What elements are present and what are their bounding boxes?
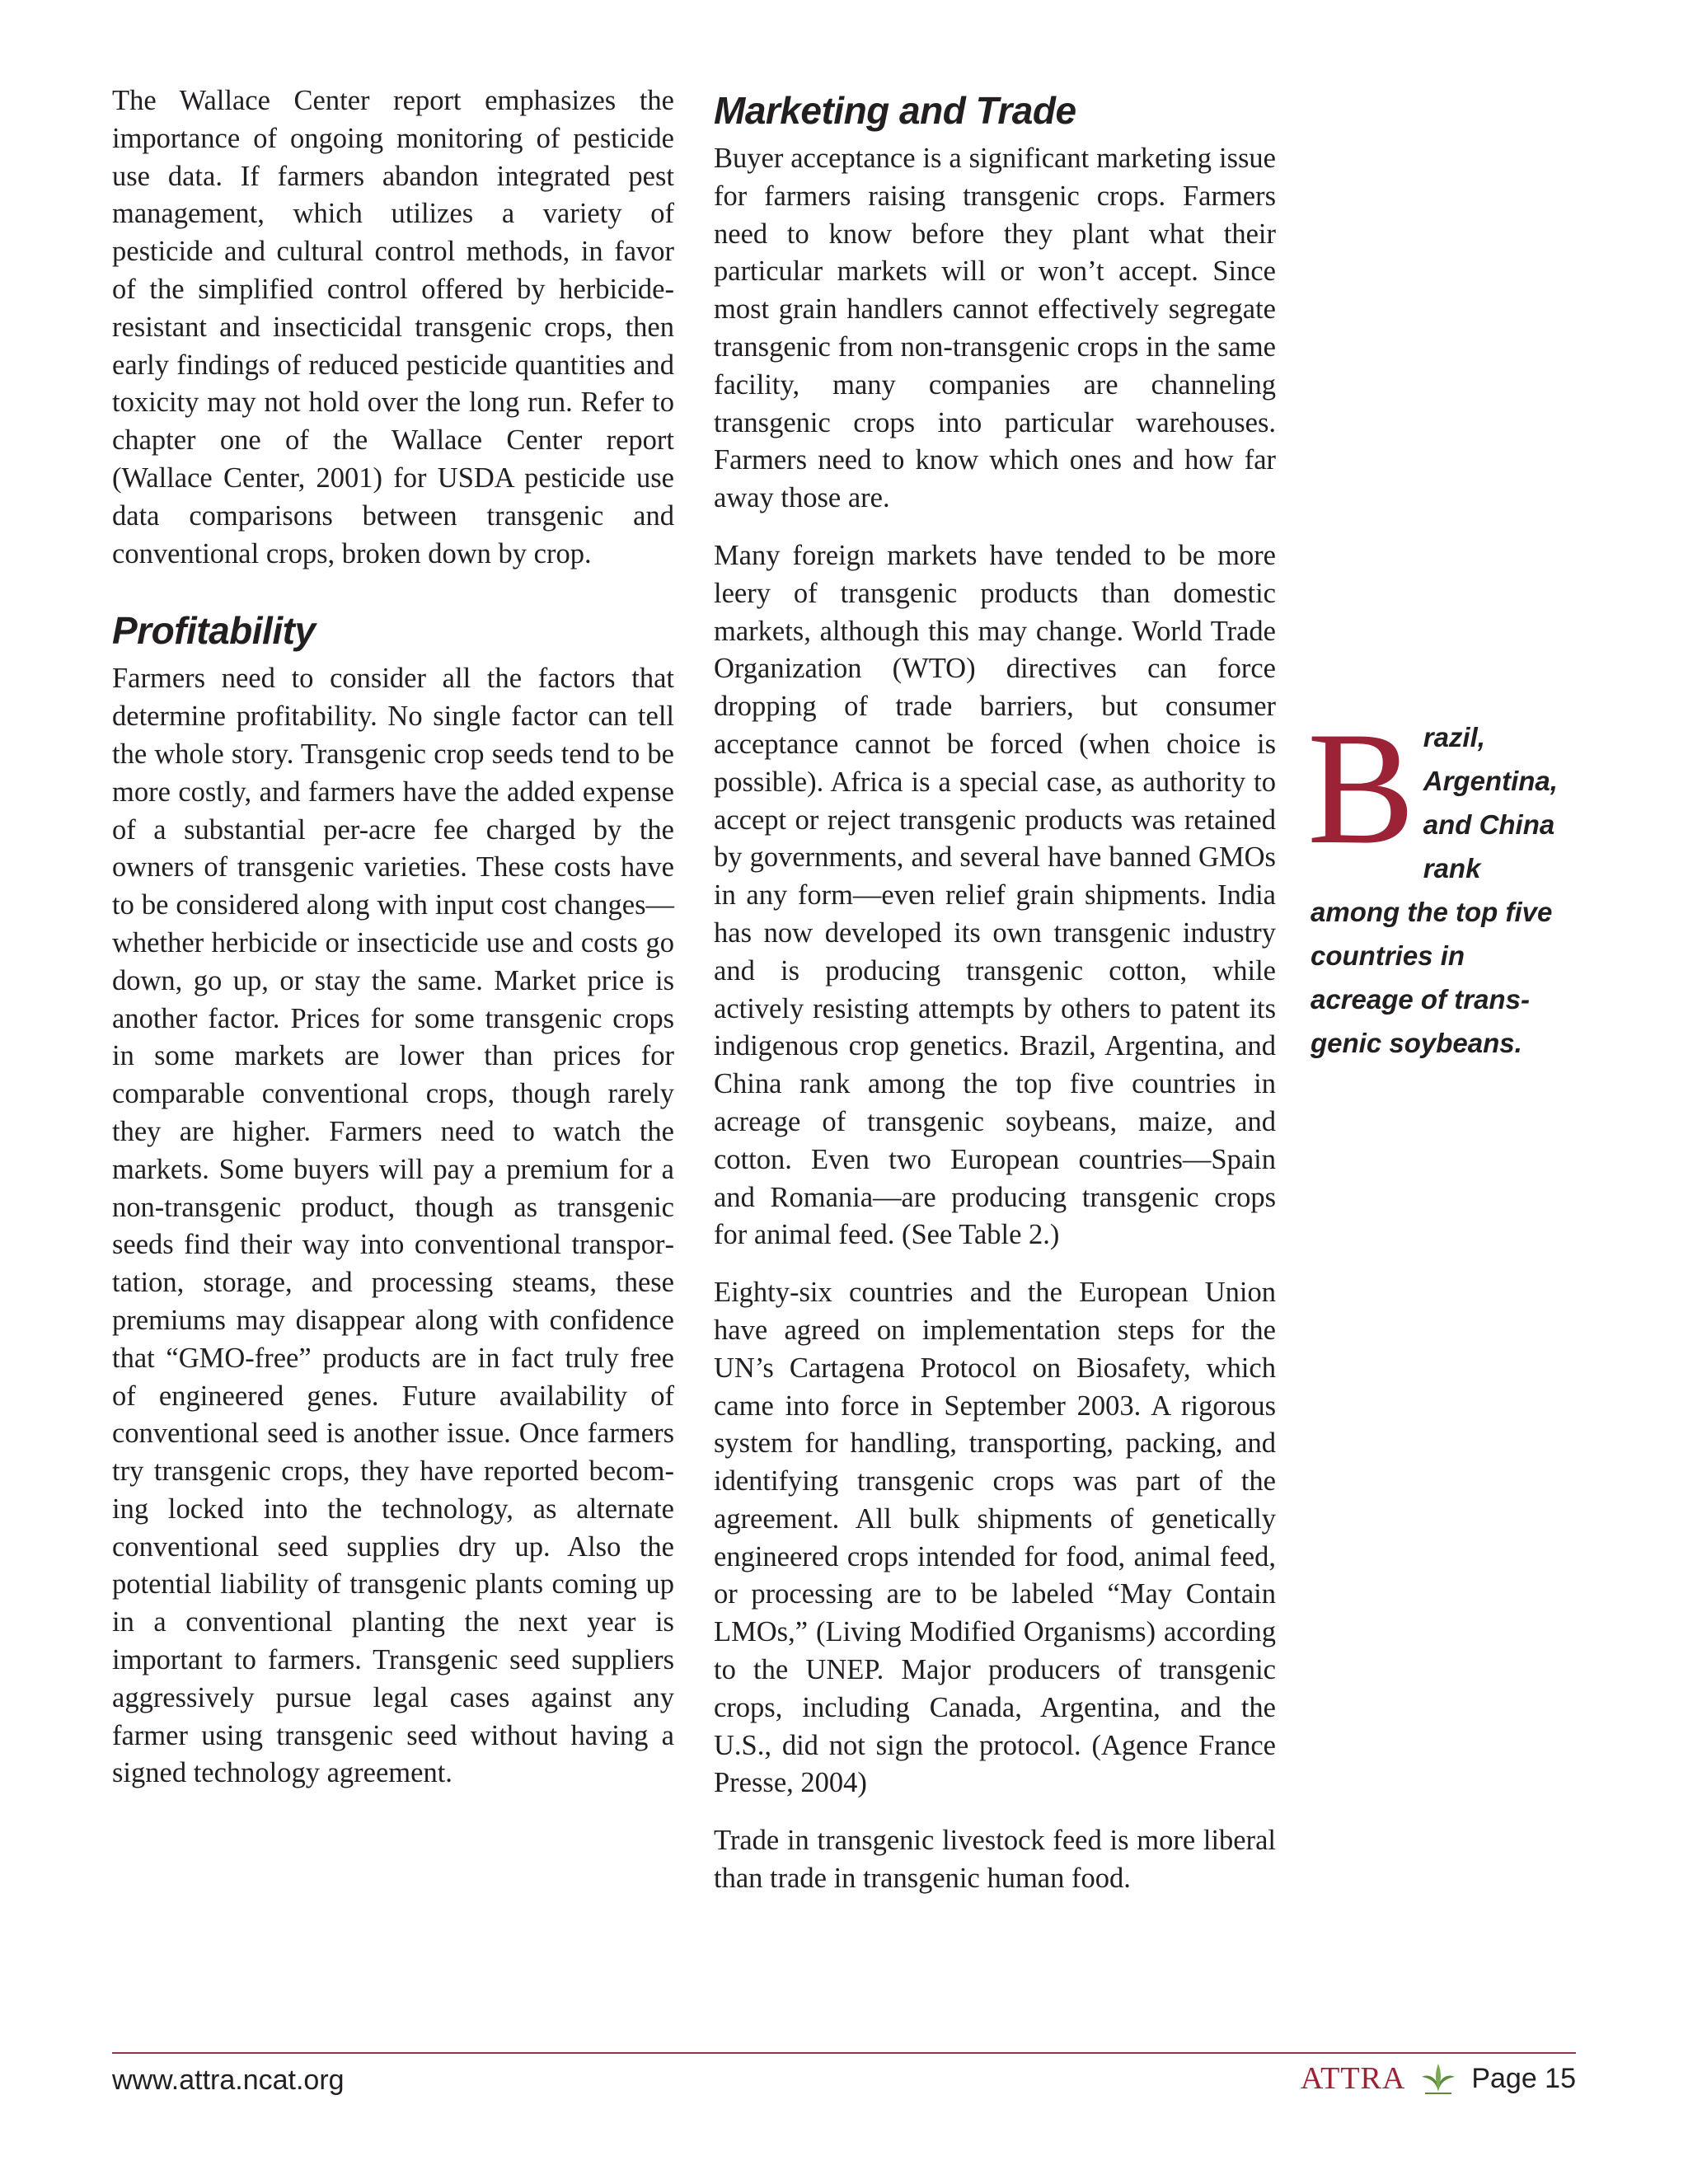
marketing-paragraph-2: Many foreign markets have tended to be more leery of transgenic products than domestic markets, although this may change. World Trade Organization (WTO) directives can force dropping of trade barriers, but consumer acceptance cannot be forced (when choice is possible). Africa is a special case, as authority to accept or reject transgenic products was retained by governments, and several have banned GMOs in any form—even relief grain shipments. India has now developed its own transgenic industry and is producing transgenic cotton, while actively resisting attempts by others to patent its indigenous crop genetics. Brazil, Argentina, and China rank among the top five countries in acreage of transgenic soybeans, maize, and cotton. Even two European countries—Spain and Romania—are producing transgenic crops for animal feed. (See Table 2.): [714, 539, 1276, 1251]
intro-paragraph: The Wallace Center report emphasizes the importance of ongoing monitoring of pesticide use data. If farmers abandon integrated pest management, which utilizes a variety of pesticide and cultural control methods, in favor of the simplified control offered by herbicide-resistant and insecticidal transgenic crops, then early findings of reduced pesticide quantities and toxicity may not hold over the long run. Refer to chapter one of the Wallace Center report (Wallace Center, 2001) for USDA pesticide use data comparisons between transgenic and conventional crops, broken down by crop.: [112, 85, 674, 569]
marketing-paragraph-4: Trade in transgenic livestock feed is more liberal than trade in transgenic human food.: [714, 1825, 1276, 1895]
profitability-heading: Profitability: [112, 609, 316, 653]
marketing-paragraph-1: Buyer acceptance is a significant marketing issue for farmers raising transgenic crops. Farmers need to know before they plant what their particular markets will or won’t accept. Since most grain handlers cannot effectively segregate transgenic from non-transgenic crops in the same facility, many companies are channeling transgenic crops into particular warehouses. Farmers need to know which ones and how far away those are.: [714, 143, 1276, 514]
page-number: Page 15: [1471, 2062, 1576, 2094]
middle-column: [714, 82, 1276, 1898]
pull-quote-text: razil, Argentina, and China rank among the top five countries in acreage of transgenic soybeans.: [1311, 722, 1558, 1058]
attra-logo-text: ATTRA: [1300, 2061, 1406, 2096]
footer-url[interactable]: www.attra.ncat.org: [112, 2064, 345, 2096]
marketing-paragraph-3: Eighty-six countries and the European Union have agreed on implementation steps for the UN’s Cartagena Protocol on Biosafety, which came into force in September 2003. A rigorous system for handling, transporting, packing, and identifying transgenic crops was part of the agreement. All bulk shipments of genetically engineered crops intended for food, animal feed, or processing are to be labeled “May Contain LMOs,” (Living Modified Organisms) according to the UNEP. Major producers of transgenic crops, including Canada, Argentina, and the U.S., did not sign the protocol. (Agence France Presse, 2004): [714, 1277, 1276, 1799]
pull-quote: [1307, 699, 1566, 1065]
left-column: [112, 82, 674, 1793]
footer-branding: [1301, 2059, 1576, 2098]
footer-divider: [112, 2052, 1576, 2054]
marketing-trade-heading: Marketing and Trade: [714, 89, 1076, 132]
leaf-icon: [1417, 2062, 1460, 2095]
pull-quote-dropcap: B: [1307, 699, 1415, 878]
profitability-paragraph: Farmers need to consider all the factors that determine profitability. No single factor can tell the whole story. Transgenic crop seeds tend to be more costly, and farmers have the added expense of a substantial per-acre fee charged by the owners of transgenic varieties. These costs have to be considered along with input cost changes—whether herbicide or insecticide use and costs go down, go up, or stay the same. Market price is another factor. Prices for some transgenic crops in some markets are lower than prices for comparable conventional crops, though rarely they are higher. Farmers need to watch the markets. Some buyers will pay a premium for a non-transgenic product, though as transgenic seeds find their way into conventional transportation, storage, and processing steams, these premiums may disappear along with confidence that “GMO-free” products are in fact truly free of engineered genes. Future availability of conventional seed is another issue. Once farmers try transgenic crops, they have reported becoming locked into the technology, as alternate conventional seed supplies dry up. Also the potential liability of transgenic plants coming up in a conventional planting the next year is important to farmers. Transgenic seed suppliers aggressively pursue legal cases against any farmer using transgenic seed without having a signed technology agreement.: [112, 663, 674, 1789]
